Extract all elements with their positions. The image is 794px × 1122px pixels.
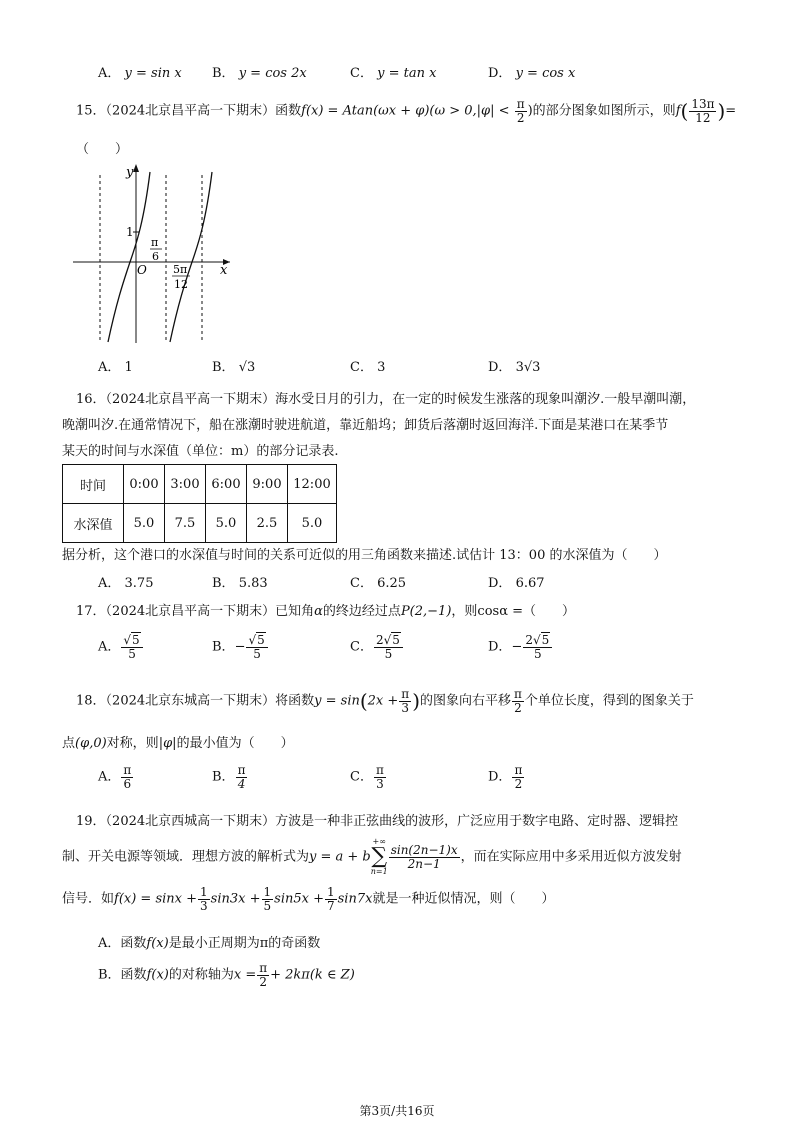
q15-graph-one: 1 — [126, 225, 134, 239]
q16-option-a: A． 3.75 — [98, 576, 154, 591]
q17-option-b: B．− $\frac{√5}{5}$ — [212, 634, 269, 660]
q17-option-a: A． $\frac{√5}{5}$ — [98, 634, 144, 660]
q15-graph-5pi12-num: 5π — [173, 263, 188, 276]
q16-option-d: D． 6.67 — [488, 576, 545, 591]
q17-option-c: C． $\frac{2√5}{5}$ — [350, 634, 404, 660]
table-cell: 5.0 — [206, 504, 247, 543]
q19-line-2: 制、开关电源等领域．理想方波的解析式为y = a + b +∞ ∑ n=1 $\frac{\sin(2n-1)x}{2n-1}$ ，而在实际应用中多采用近似方波发射 — [62, 837, 682, 876]
q15-answer-paren: （ ） — [76, 142, 129, 157]
q17-stem: 17．（2024北京昌平高一下期末）已知角α的终边经过点P(2,−1)，则cosα =（ ） — [76, 604, 576, 619]
q15-graph-pi6-den: 6 — [152, 250, 159, 263]
table-cell: 5.0 — [288, 504, 337, 543]
q15-graph-5pi12-den: 12 — [174, 278, 188, 291]
q17-option-d: D．− $\frac{2√5}{5}$ — [488, 634, 553, 660]
q15-tan-graph — [70, 160, 240, 345]
q15-graph-pi6-num: π — [151, 236, 159, 249]
q15-graph-origin: O — [137, 263, 147, 277]
q15-stem: 15．（2024北京昌平高一下期末）函数f(x) = Atan(ωx + φ)(ω > 0,|φ| < $\frac{\pi}{2}$ )的部分图象如图所示，则f( $\frac{13\pi}{12}$ )= — [76, 97, 737, 125]
q18-option-d: D． $\frac{\pi}{2}$ — [488, 763, 523, 791]
q15-option-b: B． √3 — [212, 360, 256, 375]
q14-option-c: C． y = tan x — [350, 66, 437, 81]
table-header-time: 时间 — [63, 465, 124, 504]
q16-line-3: 某天的时间与水深值（单位：m）的部分记录表. — [62, 444, 339, 459]
q16-line-4: 据分析，这个港口的水深值与时间的关系可近似的用三角函数来描述.试估计 13：00 的水深值为（ ） — [62, 548, 667, 563]
q18-option-b: B． $\frac{\pi}{4}$ — [212, 763, 246, 791]
table-cell: 0:00 — [124, 465, 165, 504]
q18-option-a: A． $\frac{\pi}{6}$ — [98, 763, 132, 791]
q16-line-2: 晚潮叫汐.在通常情况下，船在涨潮时驶进航道，靠近船坞；卸货后落潮时返回海洋.下面是某港口在某季节 — [62, 418, 669, 433]
table-cell: 6:00 — [206, 465, 247, 504]
q19-line-3: 信号．如f(x) = sinx + $\frac{1}{3}$ sin3x + $\frac{1}{5}$ sin5x + $\frac{1}{7}$ sin7x就是一种近似情况，则（ ） — [62, 885, 555, 913]
q14-option-b: B． y = cos 2x — [212, 66, 307, 81]
q19-line-1: 19．（2024北京西城高一下期末）方波是一种非正弦曲线的波形，广泛应用于数字电路、定时器、逻辑控 — [76, 814, 679, 829]
table-cell: 12:00 — [288, 465, 337, 504]
q18-stem-line-1: 18．（2024北京东城高一下期末）将函数y = sin(2x + $\frac{\pi}{3}$ )的图象向右平移 $\frac{\pi}{2}$ 个单位长度，得到的图象关于 — [76, 687, 694, 715]
table-header-depth: 水深值 — [63, 504, 124, 543]
table-row — [63, 504, 337, 543]
q15-option-d: D． 3√3 — [488, 360, 541, 375]
q18-stem-line-2: 点(φ,0)对称，则|φ|的最小值为（ ） — [62, 736, 294, 751]
page-footer: 第3页/共16页 — [359, 1104, 435, 1118]
q15-graph-x-label: x — [220, 263, 228, 278]
table-cell: 2.5 — [247, 504, 288, 543]
q19-option-b: B．函数f(x)的对称轴为x = $\frac{\pi}{2}$ + 2kπ(k ∈ Z) — [98, 961, 355, 989]
q16-line-1: 16．（2024北京昌平高一下期末）海水受日月的引力，在一定的时候发生涨落的现象叫潮汐.一般早潮叫潮， — [76, 392, 696, 407]
q16-option-b: B． 5.83 — [212, 576, 268, 591]
table-cell: 9:00 — [247, 465, 288, 504]
q16-option-c: C． 6.25 — [350, 576, 407, 591]
q15-graph-y-label: y — [126, 165, 134, 180]
table-cell: 3:00 — [165, 465, 206, 504]
q15-option-a: A． 1 — [98, 360, 133, 375]
tide-table — [62, 464, 337, 543]
table-row — [63, 465, 337, 504]
q14-option-d: D． y = cos x — [488, 66, 576, 81]
q18-option-c: C． $\frac{\pi}{3}$ — [350, 763, 384, 791]
table-cell: 7.5 — [165, 504, 206, 543]
q19-option-a: A．函数f(x)是最小正周期为π的奇函数 — [98, 936, 321, 951]
table-cell: 5.0 — [124, 504, 165, 543]
q14-option-a: A． y = sin x — [98, 66, 182, 81]
q15-option-c: C． 3 — [350, 360, 386, 375]
